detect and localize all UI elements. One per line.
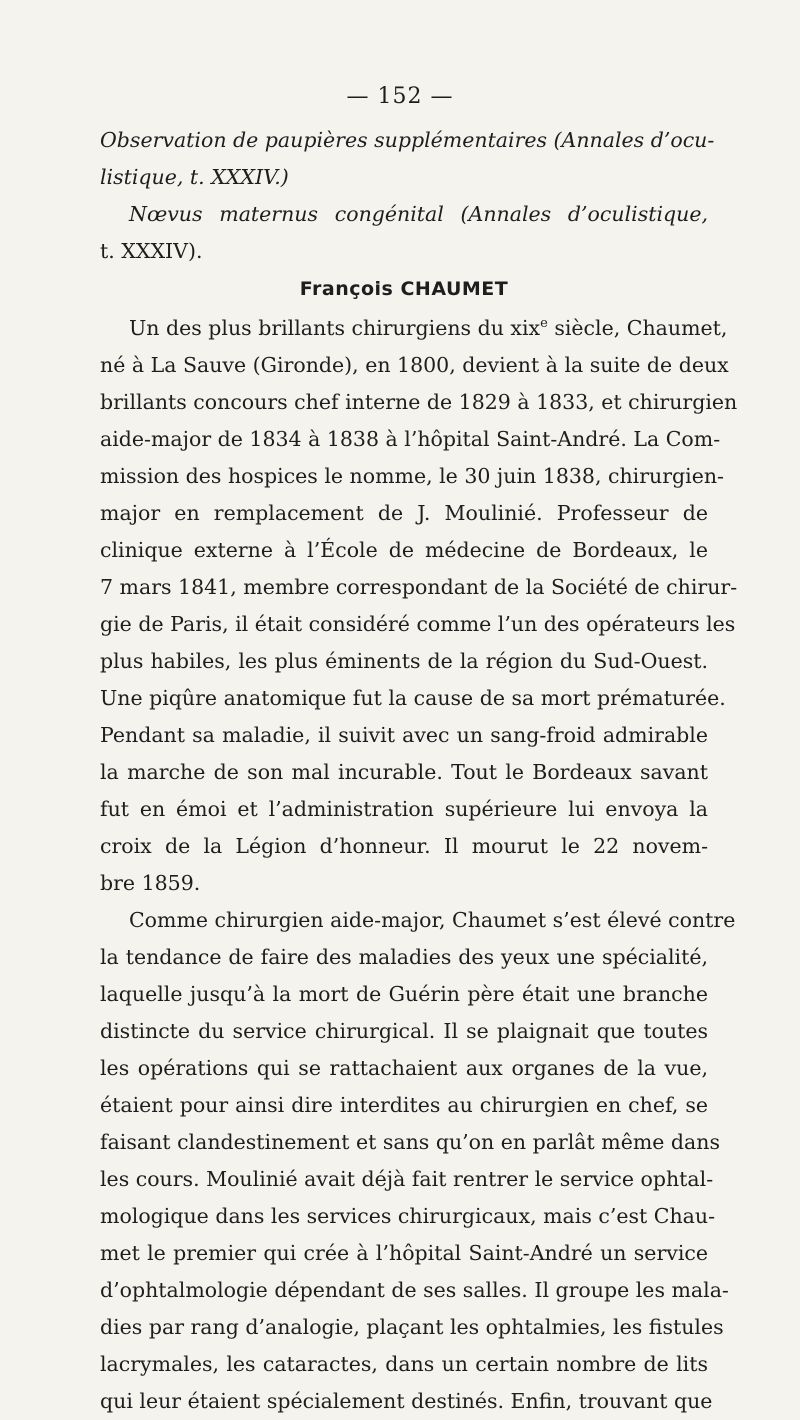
text-line: mission des hospices le nomme, le 30 juin 1838, chirurgien- <box>100 464 724 488</box>
text-line: d’ophtalmologie dépendant de ses salles. Il groupe les mala- <box>100 1278 729 1302</box>
text-line <box>100 159 708 196</box>
text-fragment: Un des plus brillants chirurgiens du xix <box>129 316 541 340</box>
page-number: — 152 — <box>346 84 454 109</box>
reference-entry <box>100 122 715 196</box>
text-line: met le premier qui crée à l’hôpital Saint-André un service <box>100 1241 708 1265</box>
reference-entry <box>100 196 708 270</box>
text-line: dies par rang d’analogie, plaçant les ophtalmies, les fistules <box>100 1315 724 1339</box>
text-line: major en remplacement de J. Moulinié. Professeur de <box>100 501 708 525</box>
paragraph-1 <box>100 310 738 902</box>
text-fragment: siècle, Chaumet, <box>547 316 728 340</box>
text-line: Nœvus maternus congénital (Annales d’oculistique, <box>129 202 708 226</box>
text-line: aide-major de 1834 à 1838 à l’hôpital Saint-André. La Com- <box>100 427 721 451</box>
superscript: e <box>540 316 548 332</box>
text-line: t. XXXIV). <box>100 239 203 263</box>
text-line: bre 1859. <box>100 871 201 895</box>
text-line: faisant clandestinement et sans qu’on en parlât même dans <box>100 1130 720 1154</box>
text-line: clinique externe à l’École de médecine de Bordeaux, le <box>100 538 708 562</box>
text-line: les opérations qui se rattachaient aux organes de la vue, <box>100 1056 708 1080</box>
text-line: Pendant sa maladie, il suivit avec un sang-froid admirable <box>100 723 708 747</box>
text-line: gie de Paris, il était considéré comme l’un des opérateurs les <box>100 612 736 636</box>
text-line: listique, t. XXXIV.) <box>100 165 289 189</box>
text-line: 7 mars 1841, membre correspondant de la Société de chirur- <box>100 575 738 599</box>
text-line: qui leur étaient spécialement destinés. Enfin, trouvant que <box>100 1389 713 1413</box>
text-line: lacrymales, les cataractes, dans un certain nombre de lits <box>100 1352 708 1376</box>
text-line: brillants concours chef interne de 1829 à 1833, et chirurgien <box>100 390 738 414</box>
paragraph-2 <box>100 902 736 1420</box>
text-line: les cours. Moulinié avait déjà fait rentrer le service ophtal- <box>100 1167 714 1191</box>
text-line: Comme chirurgien aide-major, Chaumet s’est élevé contre <box>129 908 736 932</box>
text-line: distincte du service chirurgical. Il se plaignait que toutes <box>100 1019 708 1043</box>
text-line: Une piqûre anatomique fut la cause de sa mort prématurée. <box>100 686 726 710</box>
page-body <box>100 122 738 1420</box>
text-line: né à La Sauve (Gironde), en 1800, devient à la suite de deux <box>100 353 729 377</box>
text-line: fut en émoi et l’administration supérieure lui envoya la <box>100 797 708 821</box>
text-line: laquelle jusqu’à la mort de Guérin père était une branche <box>100 982 708 1006</box>
text-line: mologique dans les services chirurgicaux, mais c’est Chau- <box>100 1204 715 1228</box>
text-line: Observation de paupières supplémentaires (Annales d’ocu- <box>100 128 715 152</box>
text-line <box>100 310 728 347</box>
text-line: croix de la Légion d’honneur. Il mourut le 22 novem- <box>100 834 708 858</box>
text-line: étaient pour ainsi dire interdites au chirurgien en chef, se <box>100 1093 708 1117</box>
section-title: François CHAUMET <box>299 278 509 300</box>
text-line: plus habiles, les plus éminents de la région du Sud-Ouest. <box>100 649 708 673</box>
text-line: la marche de son mal incurable. Tout le Bordeaux savant <box>100 760 708 784</box>
text-line: la tendance de faire des maladies des yeux une spécialité, <box>100 945 708 969</box>
